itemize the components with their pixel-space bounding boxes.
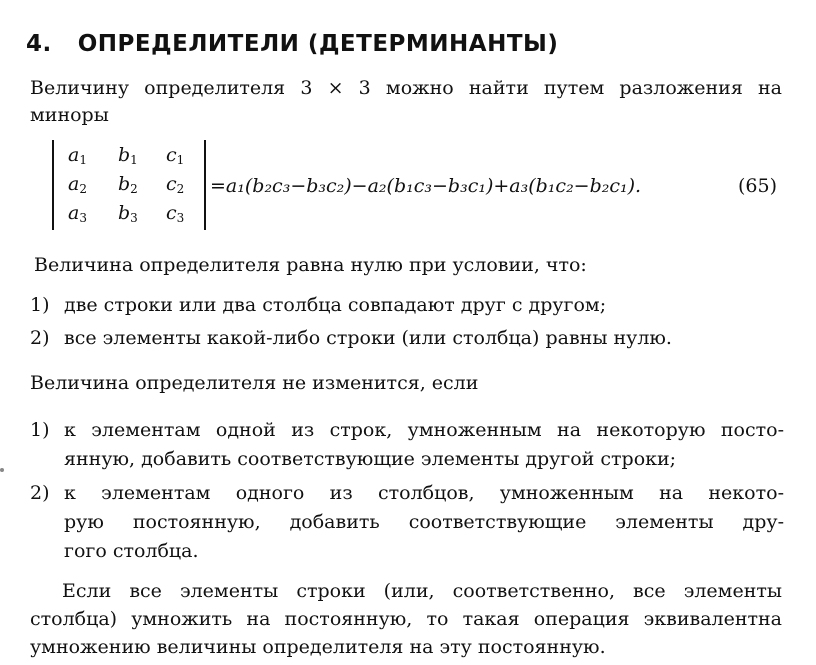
matrix-cell: $b_3$ [118, 202, 138, 225]
section-title: ОПРЕДЕЛИТЕЛИ (ДЕТЕРМИНАНТЫ) [77, 31, 559, 57]
determinant-matrix [52, 140, 208, 230]
list-marker: 2) [30, 327, 50, 349]
matrix-cell: $c_1$ [166, 144, 185, 167]
intro-line-1: Величину определителя 3 × 3 можно найти путем разложения на [30, 77, 782, 99]
section-heading [26, 31, 558, 57]
section-number: 4. [26, 31, 52, 57]
list-item-line: к элементам одной из строк, умноженным на некоторую посто- [64, 419, 784, 441]
list-item-line: к элементам одного из столбцов, умноженным на некото- [64, 482, 784, 504]
matrix-right-bar [204, 140, 206, 230]
matrix-cell: $c_3$ [166, 202, 185, 225]
scan-speck [0, 468, 4, 472]
intro-line-2: миноры [30, 104, 109, 126]
expansion-formula: =a₁(b₂c₃−b₃c₂)−a₂(b₁c₃−b₃c₁)+a₃(b₁c₂−b₂c₁). [210, 175, 642, 197]
unchanged-condition-intro: Величина определителя не изменится, если [30, 372, 479, 394]
list-item-line: янную, добавить соответствующие элементы другой строки; [64, 448, 677, 470]
list-marker: 2) [30, 482, 50, 504]
closing-line-1: Если все элементы строки (или, соответственно, все элементы [62, 580, 782, 602]
matrix-cell: $a_2$ [68, 173, 87, 196]
matrix-left-bar [52, 140, 54, 230]
list-marker: 1) [30, 294, 50, 316]
closing-line-3: умножению величины определителя на эту постоянную. [30, 636, 606, 658]
matrix-cell: $a_3$ [68, 202, 87, 225]
list-item: две строки или два столбца совпадают друг с другом; [64, 294, 607, 316]
matrix-cell: $b_2$ [118, 173, 138, 196]
list-marker: 1) [30, 419, 50, 441]
closing-line-2: столбца) умножить на постоянную, то такая операция эквивалентна [30, 608, 782, 630]
equation-number: (65) [738, 175, 778, 197]
zero-condition-intro: Величина определителя равна нулю при условии, что: [34, 254, 587, 276]
matrix-cell: $b_1$ [118, 144, 138, 167]
matrix-cell: $a_1$ [68, 144, 87, 167]
matrix-cell: $c_2$ [166, 173, 185, 196]
list-item-line: гого столбца. [64, 540, 199, 562]
list-item: все элементы какой-либо строки (или столбца) равны нулю. [64, 327, 672, 349]
list-item-line: рую постоянную, добавить соответствующие элементы дру- [64, 511, 784, 533]
